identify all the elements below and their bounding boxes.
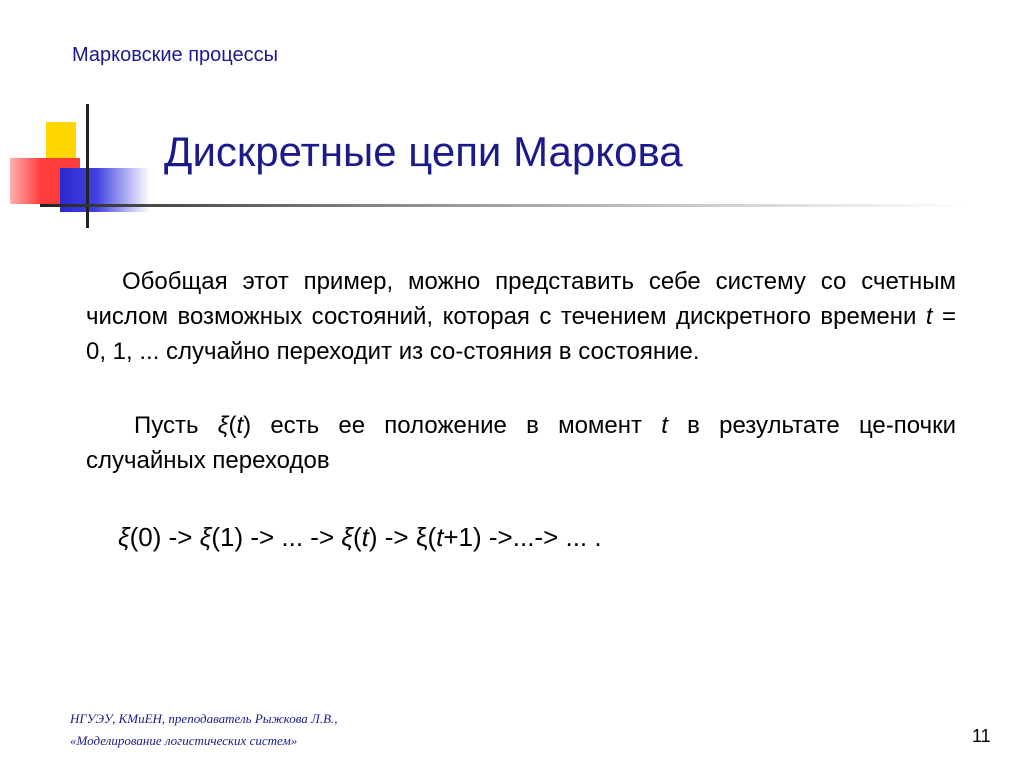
footer-line-2: «Моделирование логистических систем» bbox=[70, 733, 298, 748]
footer-line-1: НГУЭУ, КМиЕН, преподаватель Рыжкова Л.В., bbox=[70, 711, 338, 726]
formula-xi-3: ξ bbox=[341, 522, 353, 552]
paragraph-2 bbox=[86, 408, 956, 478]
section-title: Марковские процессы bbox=[72, 44, 279, 66]
p2-paren-open: ( bbox=[228, 412, 237, 439]
formula-part-5: +1) ->...-> ... . bbox=[443, 522, 602, 552]
vertical-rule bbox=[86, 104, 89, 228]
formula-part-3: ( bbox=[352, 522, 362, 552]
formula-t-1: t bbox=[361, 522, 369, 552]
p2-text-b: есть ее положение в момент bbox=[251, 412, 662, 439]
p2-text-c: в результате це-почки случайных переходов bbox=[86, 412, 956, 474]
p2-var-t: t bbox=[236, 412, 244, 439]
title-underline bbox=[40, 204, 970, 207]
p1-text-a: Обобщая этот пример, можно представить себе систему со счетным числом возможных состояний, которая с течением дискретного времени bbox=[86, 268, 956, 330]
formula-part-1: (0) -> bbox=[129, 522, 200, 552]
page-number: 11 bbox=[972, 726, 991, 746]
p1-var-t: t bbox=[925, 303, 933, 330]
formula-xi-2: ξ bbox=[199, 522, 212, 552]
formula-part-2: (1) -> ... -> bbox=[211, 522, 342, 552]
p2-text-a: Пусть bbox=[134, 412, 218, 439]
footer-credits bbox=[70, 708, 338, 752]
formula-part-4: ) -> ξ( bbox=[368, 522, 437, 552]
markov-chain-formula bbox=[118, 522, 602, 553]
p2-paren-close: ) bbox=[243, 412, 252, 439]
paragraph-1 bbox=[86, 264, 956, 369]
decorative-squares bbox=[0, 100, 140, 230]
p2-xi: ξ bbox=[217, 412, 229, 439]
p1-text-b: = 0, 1, ... случайно переходит из со-стояния в состояние. bbox=[86, 303, 957, 365]
slide-title: Дискретные цепи Маркова bbox=[164, 128, 683, 175]
p2-var-t2: t bbox=[661, 412, 668, 439]
formula-t-2: t bbox=[436, 522, 444, 552]
formula-xi-1: ξ bbox=[118, 522, 130, 552]
